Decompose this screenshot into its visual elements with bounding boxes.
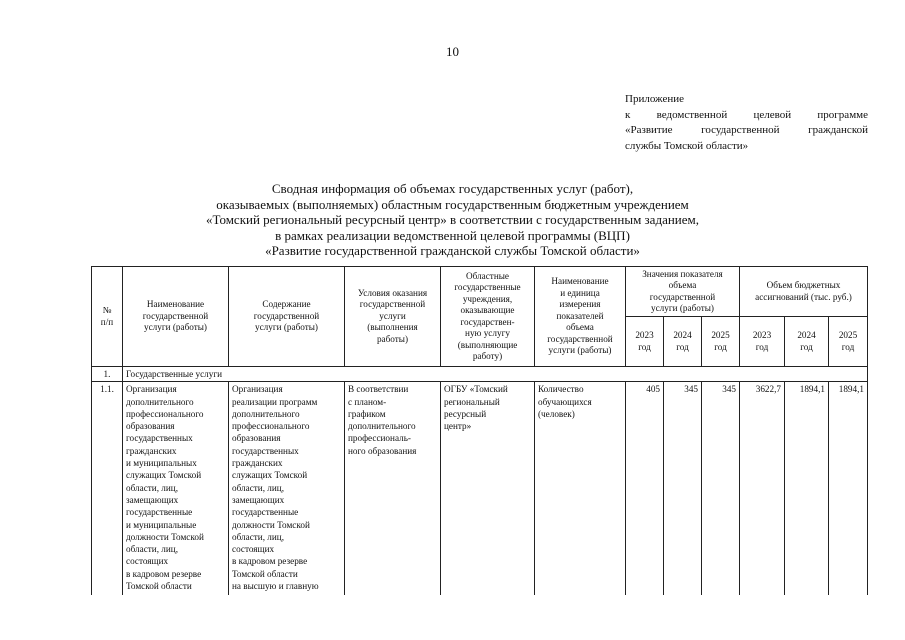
title-line: «Томский региональный ресурсный центр» в соответствии с государственным заданием,	[205, 212, 699, 228]
title-line: Сводная информация об объемах государственных услуг (работ),	[271, 181, 634, 196]
header-conditions: Условия оказания государственной услуги (выполнения работы)	[345, 267, 441, 367]
header-year: 2023 год	[740, 317, 785, 367]
indicator-value-2023: 405	[626, 382, 664, 595]
service-conditions: В соответствии с планом- графиком дополнительного профессиональ- ного образования	[345, 382, 441, 595]
header-year: 2023 год	[626, 317, 664, 367]
header-num: № п/п	[92, 267, 123, 367]
header-budget: Объем бюджетных ассигнований (тыс. руб.)	[740, 267, 868, 317]
document-title	[0, 181, 905, 259]
budget-value-2024: 1894,1	[785, 382, 829, 595]
budget-value-2025: 1894,1	[829, 382, 868, 595]
header-service-content: Содержание государственной услуги (работы)	[229, 267, 345, 367]
appendix-line: Приложение	[625, 93, 685, 105]
header-unit: Наименование и единица измерения показателей объема государственной услуги (работы)	[535, 267, 626, 367]
header-year: 2025 год	[702, 317, 740, 367]
services-table	[91, 266, 868, 595]
indicator-value-2024: 345	[664, 382, 702, 595]
page-number: 10	[446, 44, 459, 59]
appendix-line: службы Томской области»	[625, 139, 749, 152]
title-line: «Развитие государственной гражданской службы Томской области»	[265, 243, 640, 259]
appendix-note	[625, 92, 868, 154]
service-content: Организация реализации программ дополнительного профессионального образования государственных гражданских служащих Томской области, лиц, замещающих государственные должности Томской области, лиц, состоящих в кадровом резерве Томской области на высшую и главную	[229, 382, 345, 595]
appendix-line: к ведомственной целевой программе	[625, 108, 868, 121]
section-title: Государственные услуги	[123, 367, 868, 382]
header-year: 2025 год	[829, 317, 868, 367]
table-row	[92, 382, 868, 595]
title-line: в рамках реализации ведомственной целевой программы (ВЦП)	[275, 227, 630, 243]
header-indicator-values: Значения показателя объема государственной услуги (работы)	[626, 267, 740, 317]
header-year: 2024 год	[785, 317, 829, 367]
title-line: оказываемых (выполняемых) областным государственным бюджетным учреждением	[216, 196, 689, 212]
budget-value-2023: 3622,7	[740, 382, 785, 595]
header-year: 2024 год	[664, 317, 702, 367]
service-name: Организация дополнительного профессионального образования государственных гражданских и муниципальных служащих Томской области, лиц, замещающих государственные и муниципальные должности Томской области, лиц, состоящих в кадровом резерве Томской области	[123, 382, 229, 595]
indicator-unit: Количество обучающихся (человек)	[535, 382, 626, 595]
indicator-value-2025: 345	[702, 382, 740, 595]
section-row	[92, 367, 868, 382]
row-num: 1.1.	[92, 382, 123, 595]
section-num: 1.	[92, 367, 123, 382]
header-service-name: Наименование государственной услуги (работы)	[123, 267, 229, 367]
header-institutions: Областные государственные учреждения, оказывающие государствен- ную услугу (выполняющие работу)	[441, 267, 535, 367]
service-institution: ОГБУ «Томский региональный ресурсный центр»	[441, 382, 535, 595]
appendix-line: «Развитие государственной гражданской	[625, 124, 868, 136]
